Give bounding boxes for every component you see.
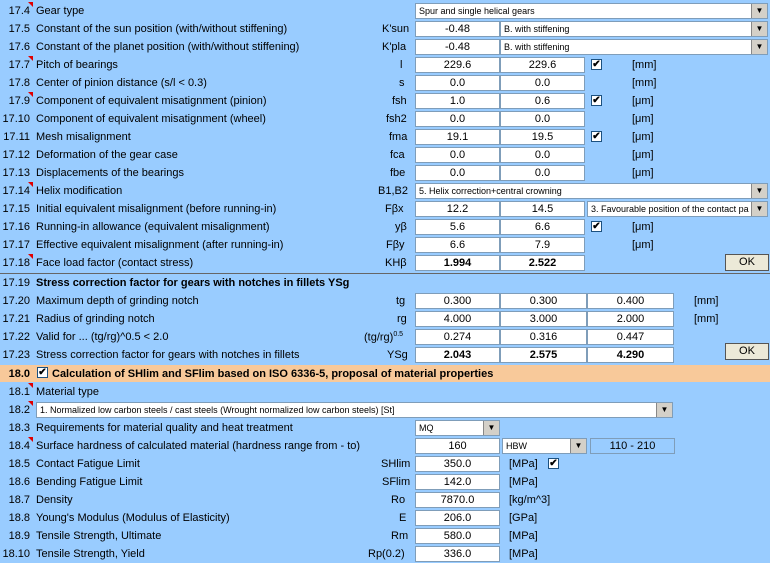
rg-input-3[interactable]: 2.000	[587, 311, 674, 327]
row-initial-misalignment: 17.15 Initial equivalent misalignment (before running-in) Fβx 12.2 14.5 3. Favourable position of the contact pa ▼	[0, 200, 770, 218]
kpla-select[interactable]: B. with stiffening ▼	[500, 39, 768, 55]
material-quality-select[interactable]: MQ ▼	[415, 420, 500, 436]
tensile-ultimate-input[interactable]: 580.0	[415, 528, 500, 544]
row-notch-depth: 17.20 Maximum depth of grinding notch tg 0.300 0.300 0.400 [mm]	[2, 295, 719, 307]
row-material-select: 18.2 1. Normalized low carbon steels / cast steels (Wrought normalized low carbon steels) [St] ▼	[0, 401, 770, 419]
row-notch-radius: 17.21 Radius of grinding notch rg 4.000 3.000 2.000 [mm]	[2, 313, 719, 325]
row-bearings-displacement: 17.13 Displacements of the bearings fbe 0.0 0.0 [μm]	[2, 167, 654, 179]
chevron-down-icon[interactable]: ▼	[751, 4, 767, 18]
kpla-value: -0.48	[415, 39, 500, 55]
row-fsh: 17.9 Component of equivalent misatignment (pinion) fsh 1.0 0.6 ✔ [μm]	[0, 92, 770, 110]
row-density: 18.7 Density Ro 7870.0 [kg/m^3]	[8, 494, 551, 506]
tg-input-2[interactable]: 0.300	[500, 293, 587, 309]
contact-position-select[interactable]: 3. Favourable position of the contact pa ▼	[587, 201, 768, 217]
chevron-down-icon[interactable]: ▼	[570, 439, 586, 453]
khb-pinion-value: 1.994	[415, 255, 500, 271]
row-ksun: 17.5 Constant of the sun position (with/without stiffening) K'sun -0.48 B. with stiffening ▼	[0, 20, 770, 38]
youngs-modulus-input[interactable]: 206.0	[415, 510, 500, 526]
helix-modification-select[interactable]: 5. Helix correction+central crowning ▼	[415, 183, 768, 199]
fca-pinion-input[interactable]: 0.0	[415, 147, 500, 163]
yb-wheel-value: 6.6	[500, 219, 585, 235]
fsh2-wheel-input[interactable]: 0.0	[500, 111, 585, 127]
row-material-type: 18.1 Material type	[0, 383, 770, 401]
shlim-checkbox[interactable]: ✔	[549, 458, 558, 469]
fbe-wheel-input[interactable]: 0.0	[500, 165, 585, 181]
fsh-checkbox[interactable]: ✔	[592, 95, 601, 106]
sflim-input[interactable]: 142.0	[415, 474, 500, 490]
row-shlim: 18.5 Contact Fatigue Limit SHlim 350.0 [MPa] ✔	[8, 458, 558, 470]
hardness-range: 110 - 210	[590, 438, 675, 454]
tg-input-3[interactable]: 0.400	[587, 293, 674, 309]
row-pitch-bearings: 17.7 Pitch of bearings l 229.6 229.6 ✔ [mm]	[0, 56, 770, 74]
chevron-down-icon[interactable]: ▼	[656, 403, 672, 417]
pitch-wheel-input[interactable]: 229.6	[500, 57, 585, 73]
row-youngs-modulus: 18.8 Young's Modulus (Modulus of Elasticity) E 206.0 [GPa]	[8, 512, 538, 524]
ratio-value-3: 0.447	[587, 329, 674, 345]
pinion-distance-input-2[interactable]: 0.0	[500, 75, 585, 91]
rg-input-1[interactable]: 4.000	[415, 311, 500, 327]
fma-checkbox[interactable]: ✔	[592, 131, 601, 142]
tg-input-1[interactable]: 0.300	[415, 293, 500, 309]
row-valid-ratio: 17.22 Valid for ... (tg/rg)^0.5 < 2.0 $(tg/rg)^{0.5}$ 0.274 0.316 0.447	[0, 328, 770, 346]
pinion-distance-input[interactable]: 0.0	[415, 75, 500, 91]
fma-pinion-input[interactable]: 19.1	[415, 129, 500, 145]
row-ysg-heading: 17.19 Stress correction factor for gears with notches in fillets YSg	[2, 277, 350, 289]
row-helix-modification: 17.14 Helix modification B1,B2 5. Helix correction+central crowning ▼	[0, 182, 770, 200]
ksun-select[interactable]: B. with stiffening ▼	[500, 21, 768, 37]
ysg-value-1: 2.043	[415, 347, 500, 363]
fsh-wheel-input[interactable]: 0.6	[500, 93, 585, 109]
pitch-checkbox[interactable]: ✔	[592, 59, 601, 70]
ysg-value-3: 4.290	[587, 347, 674, 363]
material-type-select[interactable]: 1. Normalized low carbon steels / cast steels (Wrought normalized low carbon steels) [St] ▼	[36, 402, 673, 418]
row-fsh2: 17.10 Component of equivalent misatignment (wheel) fsh2 0.0 0.0 [μm]	[2, 113, 654, 125]
row-effective-misalignment: 17.17 Effective equivalent misalignment (after running-in) Fβy 6.6 7.9 [μm]	[2, 239, 654, 251]
row-ysg: 17.23 Stress correction factor for gears with notches in fillets YSg 2.043 2.575 4.290 OK	[0, 346, 770, 364]
shlim-input[interactable]: 350.0	[415, 456, 500, 472]
chevron-down-icon[interactable]: ▼	[751, 22, 767, 36]
ksun-value: -0.48	[415, 21, 500, 37]
section-title: Stress correction factor for gears with notches in fillets YSg	[36, 277, 350, 289]
chevron-down-icon[interactable]: ▼	[751, 40, 767, 54]
fsh-pinion-input[interactable]: 1.0	[415, 93, 500, 109]
yb-pinion-value: 5.6	[415, 219, 500, 235]
running-in-checkbox[interactable]: ✔	[592, 221, 601, 232]
pitch-pinion-input[interactable]: 229.6	[415, 57, 500, 73]
fby-pinion-value: 6.6	[415, 237, 500, 253]
ratio-value-1: 0.274	[415, 329, 500, 345]
chevron-down-icon[interactable]: ▼	[483, 421, 499, 435]
section-18-checkbox[interactable]: ✔	[38, 367, 47, 378]
row-tensile-ultimate: 18.9 Tensile Strength, Ultimate Rm 580.0 [MPa]	[8, 530, 538, 542]
row-pinion-distance: 17.8 Center of pinion distance (s/l < 0.3) s 0.0 0.0 [mm]	[8, 77, 657, 89]
row-kpla: 17.6 Constant of the planet position (with/without stiffening) K'pla -0.48 B. with stiffening ▼	[0, 38, 770, 56]
ratio-value-2: 0.316	[500, 329, 587, 345]
fbx-wheel-value: 14.5	[500, 201, 585, 217]
hardness-input[interactable]: 160	[415, 438, 500, 454]
ok-button[interactable]: OK	[725, 343, 769, 360]
fca-wheel-input[interactable]: 0.0	[500, 147, 585, 163]
fma-wheel-input[interactable]: 19.5	[500, 129, 585, 145]
ok-button[interactable]: OK	[725, 254, 769, 271]
row-tensile-yield: 18.10 Tensile Strength, Yield Rp(0.2) 336.0 [MPa]	[2, 548, 538, 560]
tensile-yield-input[interactable]: 336.0	[415, 546, 500, 562]
density-input[interactable]: 7870.0	[415, 492, 500, 508]
gear-type-select[interactable]: Spur and single helical gears ▼	[415, 3, 768, 19]
khb-wheel-value: 2.522	[500, 255, 585, 271]
section-18-header: 18.0 ✔ Calculation of SHlim and SFlim based on ISO 6336-5, proposal of material properties	[0, 365, 770, 382]
row-running-in: 17.16 Running-in allowance (equivalent misalignment) yβ 5.6 6.6 ✔ [μm]	[2, 221, 654, 233]
row-material-quality: 18.3 Requirements for material quality and heat treatment MQ ▼	[0, 419, 770, 437]
row-mesh-misalignment: 17.11 Mesh misalignment fma 19.1 19.5 ✔ [μm]	[3, 131, 654, 143]
row-sflim: 18.6 Bending Fatigue Limit SFlim 142.0 [MPa]	[8, 476, 538, 488]
row-surface-hardness: 18.4 Surface hardness of calculated material (hardness range from - to) 160 HBW ▼ 110 - 210	[0, 437, 770, 455]
ysg-value-2: 2.575	[500, 347, 587, 363]
fsh2-pinion-input[interactable]: 0.0	[415, 111, 500, 127]
rg-input-2[interactable]: 3.000	[500, 311, 587, 327]
chevron-down-icon[interactable]: ▼	[751, 202, 767, 216]
fby-wheel-value: 7.9	[500, 237, 585, 253]
row-face-load-factor: 17.18 Face load factor (contact stress) KHβ 1.994 2.522 OK	[0, 254, 770, 272]
row-gear-type: 17.4 Gear type Spur and single helical gears ▼	[0, 2, 770, 20]
fbx-pinion-value: 12.2	[415, 201, 500, 217]
hardness-unit-select[interactable]: HBW ▼	[502, 438, 587, 454]
chevron-down-icon[interactable]: ▼	[751, 184, 767, 198]
row-gear-case: 17.12 Deformation of the gear case fca 0.0 0.0 [μm]	[2, 149, 654, 161]
fbe-pinion-input[interactable]: 0.0	[415, 165, 500, 181]
